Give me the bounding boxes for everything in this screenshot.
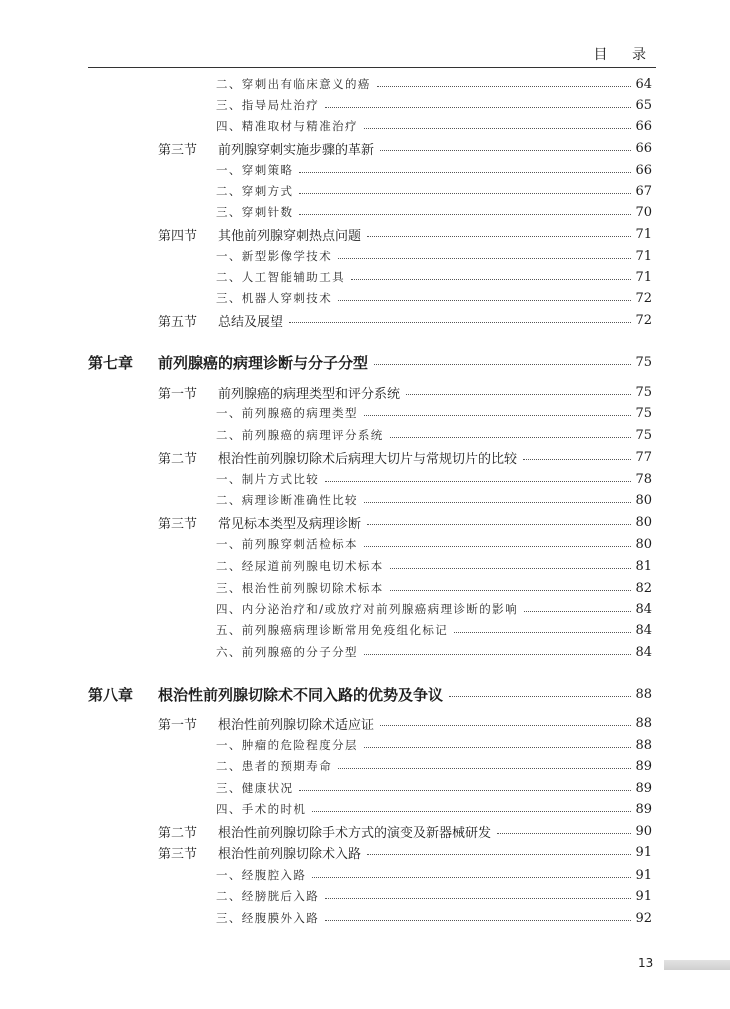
toc-entry-title: 总结及展望	[218, 314, 284, 330]
dot-leader	[364, 747, 632, 748]
toc-item-row[interactable]	[0, 556, 730, 576]
toc-entry-label	[0, 843, 365, 862]
toc-entry-title: 常见标本类型及病理诊断	[218, 516, 362, 532]
toc-entry-label	[0, 644, 362, 660]
toc-entry-label	[0, 580, 388, 596]
toc-item-row[interactable]	[0, 778, 730, 798]
toc-entry-page: 89	[635, 780, 652, 796]
dot-leader	[312, 877, 631, 878]
toc-entry-title: 三、健康状况	[216, 781, 294, 795]
footer-bar	[664, 960, 730, 970]
toc-section-row[interactable]	[0, 310, 730, 330]
dot-leader	[351, 279, 631, 280]
toc-entry-title: 三、经腹膜外入路	[216, 911, 320, 925]
dot-leader	[325, 481, 631, 482]
toc-entry-page: 66	[635, 162, 652, 178]
toc-item-row[interactable]	[0, 908, 730, 928]
toc-entry-page: 77	[635, 449, 652, 465]
toc-item-row[interactable]	[0, 865, 730, 885]
toc-entry-label	[0, 822, 495, 841]
toc-entry-title: 四、内分泌治疗和/或放疗对前列腺癌病理诊断的影响	[216, 602, 518, 616]
toc-entry-page: 75	[635, 405, 652, 421]
toc-entry-number: 第四节	[158, 228, 198, 244]
toc-entry-page: 80	[635, 536, 652, 552]
toc-entry-page: 78	[635, 471, 652, 487]
toc-entry-title: 一、制片方式比较	[216, 472, 320, 486]
toc-entry-number: 第八章	[88, 685, 134, 704]
dot-leader	[367, 854, 631, 855]
toc-entry-title: 二、穿刺出有临床意义的癌	[216, 77, 371, 91]
toc-entry-label	[0, 780, 297, 796]
toc-entry-label	[0, 910, 323, 926]
toc-entry-title: 三、根治性前列腺切除术标本	[216, 581, 384, 595]
toc-entry-page: 84	[635, 622, 652, 638]
toc-entry-title: 六、前列腺癌的分子分型	[216, 645, 358, 659]
toc-entry-page: 90	[635, 823, 652, 839]
toc-entry-label	[0, 758, 336, 774]
dot-leader	[299, 790, 631, 791]
toc-entry-page: 80	[635, 492, 652, 508]
toc-entry-title: 一、肿瘤的危险程度分层	[216, 738, 358, 752]
toc-item-row[interactable]	[0, 735, 730, 755]
toc-entry-title: 四、手术的时机	[216, 802, 307, 816]
toc-item-row[interactable]	[0, 534, 730, 554]
toc-entry-label	[0, 225, 365, 244]
toc-entry-title: 二、患者的预期寿命	[216, 759, 333, 773]
dot-leader	[364, 546, 632, 547]
toc-entry-page: 82	[635, 580, 652, 596]
toc-entry-label	[0, 352, 372, 373]
dot-leader	[524, 611, 631, 612]
toc-entry-title: 一、前列腺穿刺活检标本	[216, 537, 358, 551]
dot-leader	[338, 768, 631, 769]
dot-leader	[390, 568, 632, 569]
toc-entry-number: 第三节	[158, 142, 198, 158]
toc-entry-label	[0, 737, 362, 753]
toc-entry-number: 第三节	[158, 516, 198, 532]
dot-leader	[380, 725, 631, 726]
dot-leader	[325, 107, 631, 108]
toc-item-row[interactable]	[0, 95, 730, 115]
dot-leader	[325, 920, 631, 921]
toc-entry-label	[0, 76, 375, 92]
toc-entry-label	[0, 162, 297, 178]
toc-entry-title: 一、穿刺策略	[216, 163, 294, 177]
toc-entry-label	[0, 290, 336, 306]
toc-entry-label	[0, 492, 362, 508]
toc-entry-title: 一、前列腺癌的病理类型	[216, 406, 358, 420]
toc-entry-title: 二、人工智能辅助工具	[216, 270, 345, 284]
toc-entry-label	[0, 248, 336, 264]
toc-entry-page: 70	[635, 204, 652, 220]
toc-entry-number: 第三节	[158, 846, 198, 862]
toc-section-row[interactable]	[0, 821, 730, 841]
toc-entry-label	[0, 311, 287, 330]
toc-entry-title: 一、经腹腔入路	[216, 868, 307, 882]
dot-leader	[406, 394, 631, 395]
dot-leader	[364, 502, 632, 503]
toc-entry-title: 二、前列腺癌的病理评分系统	[216, 428, 384, 442]
dot-leader	[299, 193, 631, 194]
toc-item-row[interactable]	[0, 425, 730, 445]
toc-entry-number: 第五节	[158, 314, 198, 330]
toc-entry-number: 第二节	[158, 825, 198, 841]
toc-entry-label	[0, 118, 362, 134]
toc-entry-page: 75	[635, 384, 652, 400]
toc-item-row[interactable]	[0, 288, 730, 308]
toc-item-row[interactable]	[0, 799, 730, 819]
toc-entry-number: 第二节	[158, 451, 198, 467]
toc-item-row[interactable]	[0, 599, 730, 619]
toc-entry-label	[0, 405, 362, 421]
toc-chapter-row[interactable]	[0, 350, 730, 374]
toc-entry-number: 第一节	[158, 717, 198, 733]
toc-entry-title: 前列腺穿刺实施步骤的革新	[218, 142, 375, 158]
toc-entry-page: 88	[635, 686, 652, 702]
toc-entry-label	[0, 448, 521, 467]
dot-leader	[497, 833, 631, 834]
toc-entry-page: 89	[635, 758, 652, 774]
toc-section-row[interactable]	[0, 512, 730, 532]
toc-entry-page: 75	[635, 427, 652, 443]
toc-entry-page: 88	[635, 715, 652, 731]
toc-entry-title: 根治性前列腺切除手术方式的演变及新器械研发	[218, 825, 492, 841]
toc-chapter-row[interactable]	[0, 682, 730, 706]
toc-entry-page: 71	[635, 269, 652, 285]
toc-entry-title: 一、新型影像学技术	[216, 249, 333, 263]
toc-item-row[interactable]	[0, 246, 730, 266]
toc-entry-label	[0, 622, 452, 638]
toc-section-row[interactable]	[0, 447, 730, 467]
dot-leader	[454, 632, 631, 633]
dot-leader	[390, 590, 632, 591]
toc-entry-title: 三、指导局灶治疗	[216, 98, 320, 112]
toc-entry-page: 91	[635, 844, 652, 860]
dot-leader	[299, 172, 631, 173]
toc-entry-page: 66	[635, 140, 652, 156]
toc-entry-label	[0, 427, 388, 443]
toc-entry-label	[0, 204, 297, 220]
toc-entry-label	[0, 269, 349, 285]
toc-entry-page: 75	[635, 354, 652, 370]
toc-entry-page: 89	[635, 801, 652, 817]
toc-entry-title: 三、穿刺针数	[216, 205, 294, 219]
toc-section-row[interactable]	[0, 224, 730, 244]
dot-leader	[325, 898, 631, 899]
toc-entry-page: 91	[635, 888, 652, 904]
toc-item-row[interactable]	[0, 267, 730, 287]
toc-item-row[interactable]	[0, 202, 730, 222]
dot-leader	[377, 86, 632, 87]
toc-section-row[interactable]	[0, 138, 730, 158]
toc-entry-label	[0, 601, 522, 617]
toc-entry-page: 81	[635, 558, 652, 574]
toc-entry-label	[0, 684, 447, 705]
dot-leader	[380, 150, 631, 151]
toc-entry-title: 二、经尿道前列腺电切术标本	[216, 559, 384, 573]
toc-section-row[interactable]	[0, 842, 730, 862]
toc-entry-title: 二、穿刺方式	[216, 184, 294, 198]
toc-item-row[interactable]	[0, 620, 730, 640]
dot-leader	[338, 300, 631, 301]
toc-entry-page: 88	[635, 737, 652, 753]
toc-entry-label	[0, 471, 323, 487]
toc-entry-number: 第七章	[88, 353, 134, 372]
toc-item-row[interactable]	[0, 578, 730, 598]
toc-entry-label	[0, 888, 323, 904]
toc-entry-number: 第一节	[158, 386, 198, 402]
toc-entry-label	[0, 558, 388, 574]
toc-item-row[interactable]	[0, 886, 730, 906]
dot-leader	[289, 322, 631, 323]
toc-entry-label	[0, 183, 297, 199]
dot-leader	[364, 654, 632, 655]
toc-entry-page: 84	[635, 644, 652, 660]
toc-entry-label	[0, 714, 378, 733]
toc-entry-label	[0, 867, 310, 883]
toc-entry-title: 根治性前列腺切除术不同入路的优势及争议	[158, 685, 444, 704]
toc-entry-title: 三、机器人穿刺技术	[216, 291, 333, 305]
dot-leader	[367, 236, 631, 237]
toc-item-row[interactable]	[0, 74, 730, 94]
toc-item-row[interactable]	[0, 642, 730, 662]
toc-entry-title: 五、前列腺癌病理诊断常用免疫组化标记	[216, 623, 449, 637]
toc-entry-page: 72	[635, 290, 652, 306]
dot-leader	[449, 696, 631, 697]
dot-leader	[364, 128, 632, 129]
toc-entry-label	[0, 513, 365, 532]
toc-item-row[interactable]	[0, 181, 730, 201]
toc-item-row[interactable]	[0, 469, 730, 489]
dot-leader	[390, 437, 632, 438]
toc-entry-page: 80	[635, 514, 652, 530]
dot-leader	[364, 415, 632, 416]
dot-leader	[338, 258, 631, 259]
toc-entry-title: 其他前列腺穿刺热点问题	[218, 228, 362, 244]
toc-entry-title: 四、精准取材与精准治疗	[216, 119, 358, 133]
toc-entry-page: 92	[635, 910, 652, 926]
toc-entry-title: 前列腺癌的病理类型和评分系统	[218, 386, 401, 402]
toc-entry-label	[0, 801, 310, 817]
dot-leader	[374, 364, 631, 365]
dot-leader	[367, 524, 631, 525]
dot-leader	[299, 214, 631, 215]
toc-entry-title: 二、经膀胱后入路	[216, 889, 320, 903]
toc-entry-label	[0, 536, 362, 552]
toc-item-row[interactable]	[0, 490, 730, 510]
dot-leader	[312, 811, 631, 812]
toc-item-row[interactable]	[0, 160, 730, 180]
toc-entry-page: 71	[635, 248, 652, 264]
dot-leader	[523, 459, 631, 460]
toc-entry-page: 72	[635, 312, 652, 328]
toc-entry-title: 前列腺癌的病理诊断与分子分型	[158, 353, 369, 372]
toc-entry-page: 67	[635, 183, 652, 199]
page-number: 13	[638, 956, 654, 970]
toc-entry-page: 64	[635, 76, 652, 92]
toc-item-row[interactable]	[0, 403, 730, 423]
toc-entry-title: 根治性前列腺切除术入路	[218, 846, 362, 862]
toc-entry-label	[0, 139, 378, 158]
toc-entry-page: 84	[635, 601, 652, 617]
toc-entry-title: 二、病理诊断准确性比较	[216, 493, 358, 507]
toc-item-row[interactable]	[0, 116, 730, 136]
toc-item-row[interactable]	[0, 756, 730, 776]
header-title: 目 录	[593, 47, 656, 63]
toc-entry-label	[0, 383, 404, 402]
toc-entry-page: 71	[635, 226, 652, 242]
toc-entry-page: 91	[635, 867, 652, 883]
toc-entry-title: 根治性前列腺切除术适应证	[218, 717, 375, 733]
toc-entry-title: 根治性前列腺切除术后病理大切片与常规切片的比较	[218, 451, 518, 467]
toc-section-row[interactable]	[0, 713, 730, 733]
toc-entry-label	[0, 97, 323, 113]
toc-entry-page: 65	[635, 97, 652, 113]
toc-section-row[interactable]	[0, 382, 730, 402]
toc-entry-page: 66	[635, 118, 652, 134]
